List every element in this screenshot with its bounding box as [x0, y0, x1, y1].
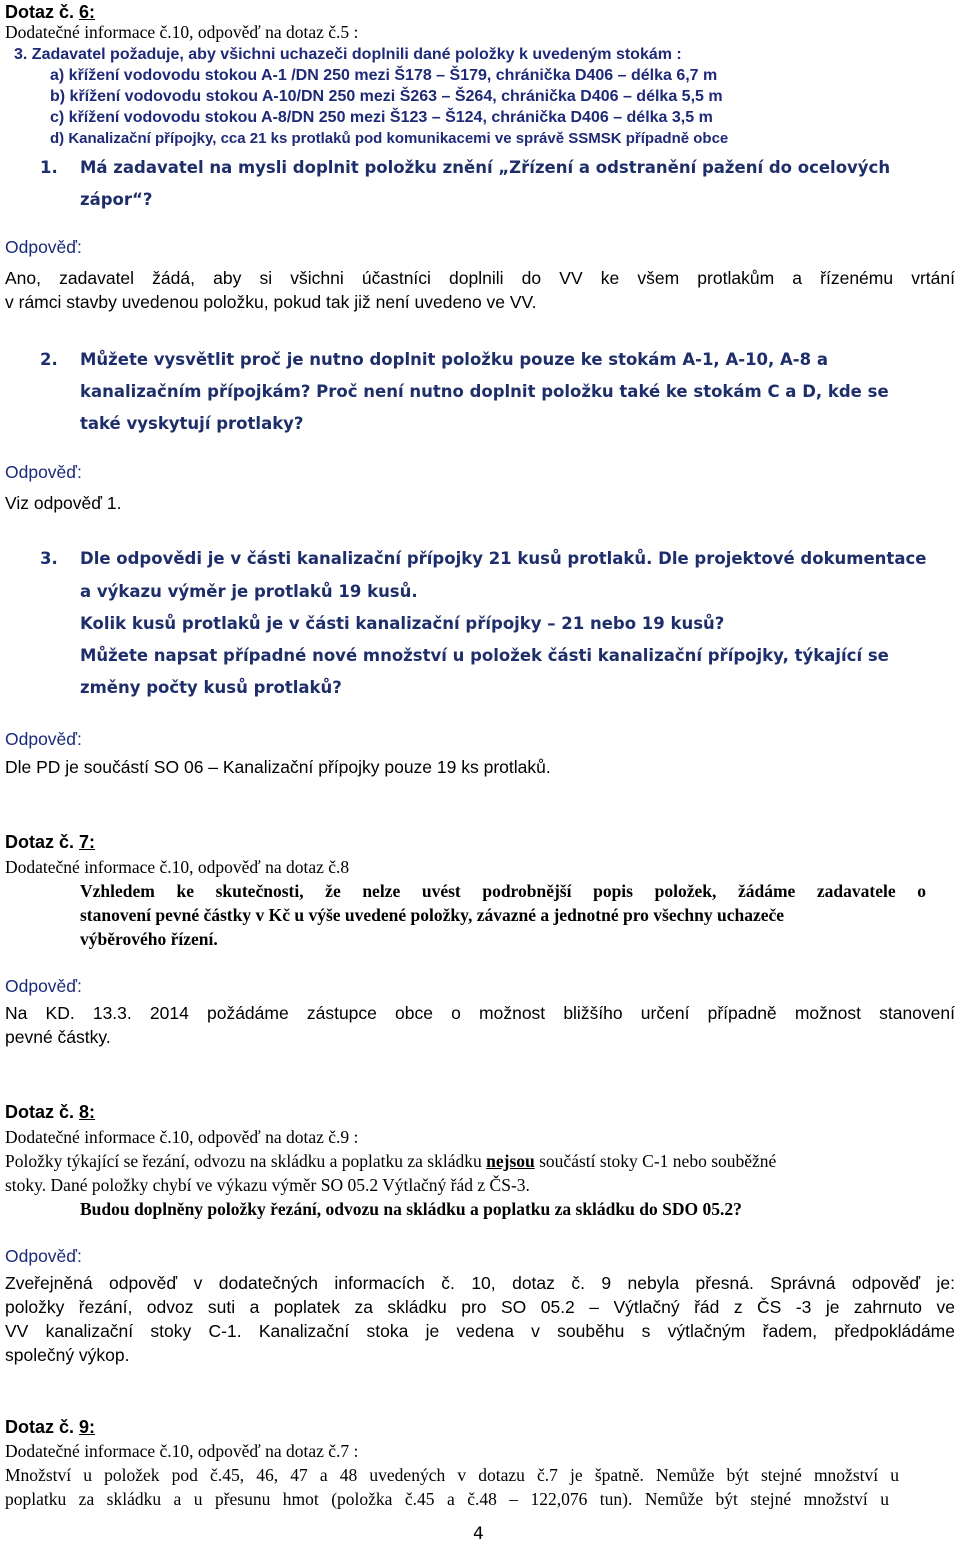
answer-label: Odpověď:	[5, 462, 82, 482]
q8-text-line: Položky týkající se řezání, odvozu na skládku a poplatku za skládku nejsou součástí stoky C-1 nebo souběžné	[5, 1151, 777, 1171]
answer-line: Dle PD je součástí SO 06 – Kanalizační přípojky pouze 19 ks protlaků.	[5, 757, 551, 777]
q6-item-line: Můžete vysvětlit proč je nutno doplnit položku pouze ke stokám A-1, A-10, A-8 a	[80, 350, 829, 369]
q6-title-num: 6:	[79, 2, 96, 22]
q6-quoted-snippet	[10, 44, 880, 156]
answer-label: Odpověď:	[5, 1246, 82, 1266]
snippet-line: a) křížení vodovodu stokou A-1 /DN 250 mezi Š178 – Š179, chránička D406 – délka 6,7 m	[50, 67, 718, 84]
q6-title	[5, 2, 95, 23]
q8-title-num: 8:	[79, 1102, 96, 1122]
q9-subtitle: Dodatečné informace č.10, odpověď na dotaz č.7 :	[5, 1441, 359, 1461]
q8-title	[5, 1102, 95, 1123]
page-number: 4	[473, 1524, 484, 1544]
q6-item-number: 3.	[40, 549, 58, 568]
snippet-line: d) Kanalizační přípojky, cca 21 ks protlaků pod komunikacemi ve správě SSMSK případně obce	[50, 130, 729, 147]
q7-subtitle: Dodatečné informace č.10, odpověď na dotaz č.8	[5, 857, 350, 877]
q7-title-word: Dotaz č.	[5, 832, 75, 852]
answer-label: Odpověď:	[5, 729, 82, 749]
snippet-line: b) křížení vodovodu stokou A-10/DN 250 mezi Š263 – Š264, chránička D406 – délka 5,5 m	[50, 88, 723, 105]
q6-item-number: 1.	[40, 158, 58, 177]
q6-item-line: Dle odpovědi je v části kanalizační přípojky 21 kusů protlaků. Dle projektové dokumentace	[80, 549, 927, 568]
q9-text-line: Množství u položek pod č.45, 46, 47 a 48 uvedených v dotazu č.7 je špatně. Nemůže být stejné množství u	[5, 1465, 899, 1485]
q7-question-line: výběrového řízení.	[80, 929, 218, 949]
q6-item-line: změny počty kusů protlaků?	[80, 678, 342, 697]
q6-item-number: 2.	[40, 350, 58, 369]
answer-line: Ano, zadavatel žádá, aby si všichni účastníci doplnili do VV ke všem protlakům a řízenému vrtání	[5, 268, 955, 288]
answer-line: VV kanalizační stoky C-1. Kanalizační stoka je vedena v souběhu s výtlačným řadem, předpokládáme	[5, 1321, 955, 1341]
answer-line: Zveřejněná odpověď v dodatečných informacích č. 10, dotaz č. 9 nebyla přesná. Správná odpověď je:	[5, 1273, 955, 1293]
q9-title	[5, 1417, 95, 1438]
answer-line: společný výkop.	[5, 1345, 130, 1365]
q7-title	[5, 832, 95, 853]
snippet-line: c) křížení vodovodu stokou A-8/DN 250 mezi Š123 – Š124, chránička D406 – délka 3,5 m	[50, 109, 713, 126]
q8-question: Budou doplněny položky řezání, odvozu na skládku a poplatku za skládku do SDO 05.2?	[80, 1199, 742, 1219]
q7-question-line: Vzhledem ke skutečnosti, že nelze uvést podrobnější popis položek, žádáme zadavatele o	[80, 881, 926, 901]
q8-title-word: Dotaz č.	[5, 1102, 75, 1122]
q6-title-word: Dotaz č.	[5, 2, 75, 22]
answer-line: v rámci stavby uvedenou položku, pokud tak již není uvedeno ve VV.	[5, 292, 537, 312]
answer-label: Odpověď:	[5, 237, 82, 257]
q6-item-line: zápor“?	[80, 190, 153, 209]
q7-question-line: stanovení pevné částky v Kč u výše uvedené položky, závazné a jednotné pro všechny uchazeče	[80, 905, 785, 925]
q6-item-line: Kolik kusů protlaků je v části kanalizační přípojky – 21 nebo 19 kusů?	[80, 614, 725, 633]
q8-subtitle: Dodatečné informace č.10, odpověď na dotaz č.9 :	[5, 1127, 359, 1147]
q6-subtitle: Dodatečné informace č.10, odpověď na dotaz č.5 :	[5, 22, 359, 42]
q9-title-word: Dotaz č.	[5, 1417, 75, 1437]
answer-label: Odpověď:	[5, 976, 82, 996]
snippet-line: 3. Zadavatel požaduje, aby všichni uchazeči doplnili dané položky k uvedeným stokám :	[14, 46, 682, 63]
answer-line: Na KD. 13.3. 2014 požádáme zástupce obce o možnost bližšího určení případně možnost stanovení	[5, 1003, 955, 1023]
q8-text-line: stoky. Dané položky chybí ve výkazu výměr SO 05.2 Výtlačný řád z ČS-3.	[5, 1175, 530, 1195]
answer-line: položky řezání, odvoz suti a poplatek za skládku pro SO 05.2 – Výtlačný řád z ČS -3 je zahrnuto ve	[5, 1297, 955, 1317]
q7-title-num: 7:	[79, 832, 96, 852]
answer-line: pevné částky.	[5, 1027, 111, 1047]
q6-item-line: Můžete napsat případné nové množství u položek části kanalizační přípojky, týkající se	[80, 646, 889, 665]
q9-title-num: 9:	[79, 1417, 96, 1437]
q6-item-line: kanalizačním přípojkám? Proč není nutno doplnit položku také ke stokám C a D, kde se	[80, 382, 889, 401]
q9-text-line: poplatku za skládku a u přesunu hmot (položka č.45 a č.48 – 122,076 tun). Nemůže být stejné množství u	[5, 1489, 889, 1509]
q6-item-line: a výkazu výměr je protlaků 19 kusů.	[80, 582, 418, 601]
q6-item-line: Má zadavatel na mysli doplnit položku znění „Zřízení a odstranění pažení do ocelových	[80, 158, 891, 177]
q6-item-line: také vyskytují protlaky?	[80, 414, 304, 433]
answer-line: Viz odpověď 1.	[5, 493, 122, 513]
emphasis-nejsou: nejsou	[486, 1151, 535, 1171]
